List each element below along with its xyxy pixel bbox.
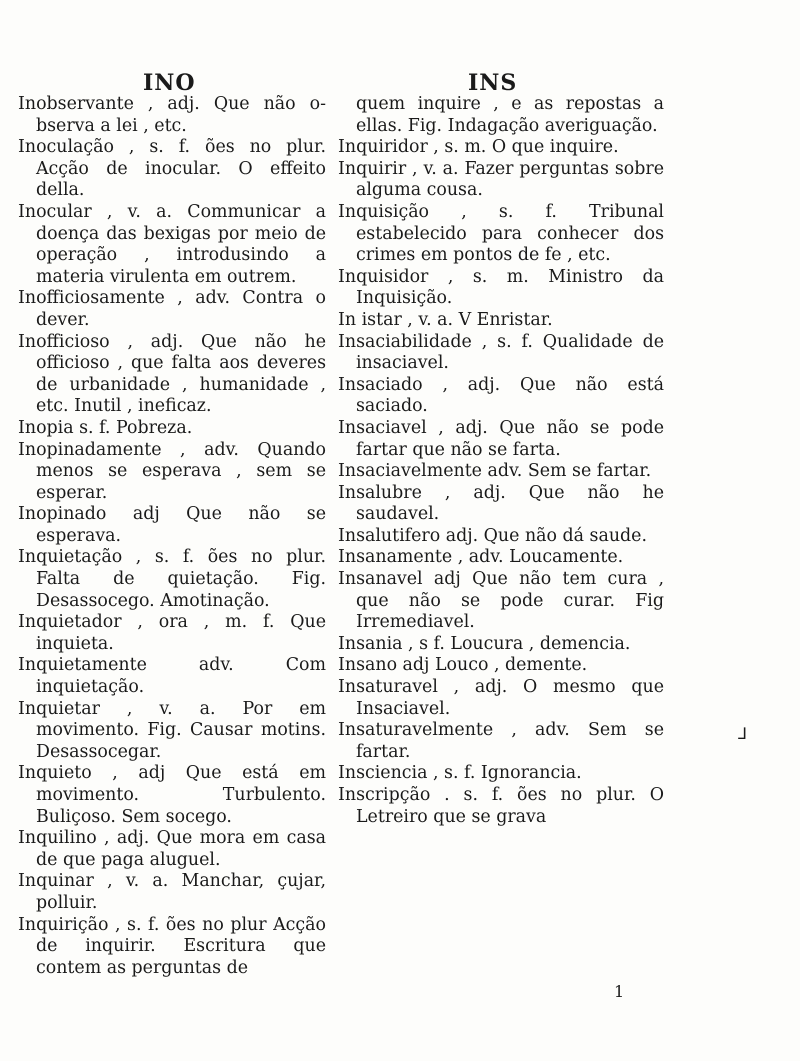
entry: Insanavel adj Que não tem cura , que não se pode curar. Fig Irremediavel. — [338, 569, 664, 633]
entry: Insaciabilidade , s. f. Qualidade de insaciavel. — [338, 331, 664, 374]
entry: Insalubre , adj. Que não he saudavel. — [338, 482, 664, 525]
entry: Insaciavelmente adv. Sem se fartar. — [338, 461, 652, 482]
entry: Insania , s f. Loucura , demencia. — [338, 633, 631, 654]
entry: Insciencia , s. f. Ignorancia. — [338, 763, 582, 784]
entry: Inobservante , adj. Que não o-bserva a lei , etc. — [18, 94, 326, 136]
entry: Inquirir , v. a. Fazer perguntas sobre alguma cousa. — [338, 158, 664, 201]
entry: Inquilino , adj. Que mora em casa de que paga aluguel. — [18, 828, 326, 870]
entry: Inopinadamente , adv. Quando menos se esperava , sem se esperar. — [18, 439, 326, 503]
entry: Insaturavel , adj. O mesmo que Insaciavel. — [338, 677, 664, 719]
entry: Inopinado adj Que não se esperava. — [18, 504, 326, 546]
entry: Insaciavel , adj. Que não se pode fartar que não se farta. — [338, 417, 664, 460]
entry: Inquirição , s. f. ões no plur Acção de inquirir. Escritura que contem as perguntas de — [18, 914, 326, 978]
entry: Insaturavelmente , adv. Sem se fartar. — [338, 720, 664, 762]
entry: Inquietar , v. a. Por em movimento. Fig. Causar motins. Desassocegar. — [18, 698, 326, 762]
entry: Insano adj Louco , demente. — [338, 655, 588, 676]
entry: Inopia s. f. Pobreza. — [18, 417, 193, 438]
entry: Insaciado , adj. Que não está saciado. — [338, 374, 664, 417]
entry: In istar , v. a. V Enristar. — [338, 309, 553, 330]
entry: Inofficiosamente , adv. Contra o dever. — [18, 288, 326, 330]
entry: Inquinar , v. a. Manchar, çujar, polluir. — [18, 871, 326, 913]
entry: Insalutifero adj. Que não dá saude. — [338, 525, 647, 546]
entry: Inoculação , s. f. ões no plur. Acção de inocular. O effeito della. — [18, 137, 326, 201]
catchword: 1 — [614, 982, 625, 1001]
entry: Inquietação , s. f. ões no plur. Falta de quietação. Fig. Desassocego. Amotinação. — [18, 547, 326, 611]
left-running-head: INO — [143, 70, 196, 96]
entry: Inquisição , s. f. Tribunal estabelecido para conhecer dos crimes em pontos de fe , etc. — [338, 201, 664, 266]
entry: Inquietador , ora , m. f. Que inquieta. — [18, 612, 326, 654]
entry: Insanamente , adv. Loucamente. — [338, 547, 624, 568]
entry: Inquisidor , s. m. Ministro da Inquisição. — [338, 266, 664, 309]
entry: Inquietamente adv. Com inquietação. — [18, 655, 326, 698]
entry: Inocular , v. a. Communicar a doença das bexigas por meio de operação , introdusindo a materia virulenta em outrem. — [18, 201, 326, 287]
entry: Inquieto , adj Que está em movimento. Turbulento. Buliçoso. Sem socego. — [18, 763, 326, 827]
right-column — [338, 94, 664, 828]
margin-mark: ⅃ — [738, 724, 747, 743]
entry: Inscripção . s. f. ões no plur. O Letreiro que se grava — [338, 785, 664, 827]
entry: Inofficioso , adj. Que não he officioso , que falta aos deveres de urbanidade , humanidade , etc. Inutil , ineficaz. — [18, 331, 326, 417]
entry: Inquiridor , s. m. O que inquire. — [338, 137, 619, 158]
continued-entry: quem inquire , e as repostas a ellas. Fig. Indagação averiguação. — [356, 94, 664, 136]
right-running-head: INS — [468, 70, 518, 96]
left-column — [18, 94, 326, 979]
